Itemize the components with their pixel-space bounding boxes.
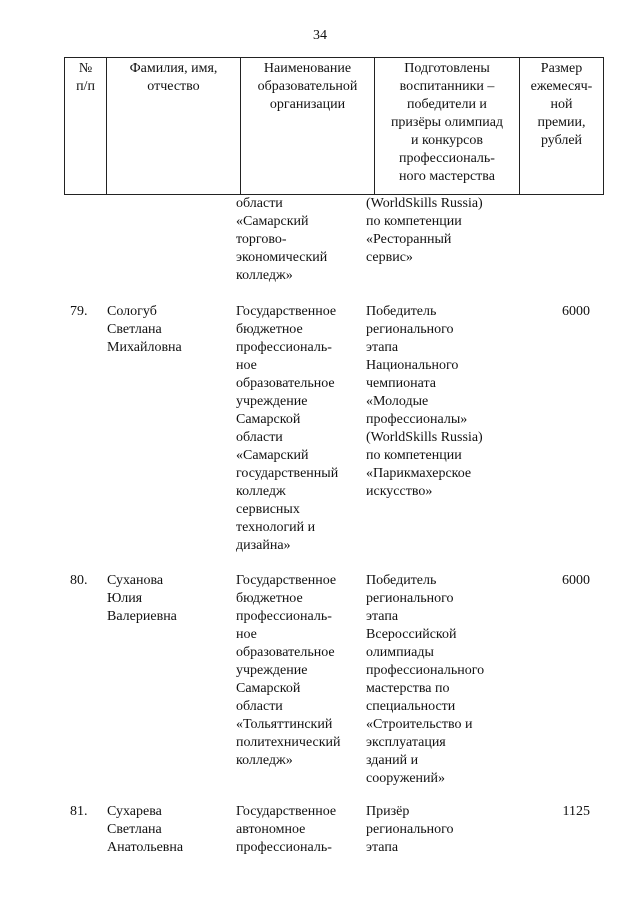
row-org: Государственное бюджетное профессиональ- ное образовательное учреждение Самарской области «Тольяттинский политехнический колледж» (236, 573, 341, 768)
row-name: Сухарева Светлана Анатольевна (107, 804, 184, 855)
header-num: № п/п (65, 58, 107, 195)
row-bonus: 6000 (562, 304, 590, 319)
row-org: Государственное автономное профессиональ- (236, 804, 337, 855)
row-name: Суханова Юлия Валериевна (107, 573, 177, 624)
header-bonus: Размер ежемесяч- ной премии, рублей (520, 58, 604, 195)
row-number: 80. (70, 573, 88, 588)
row-bonus: 1125 (562, 804, 590, 819)
row-bonus: 6000 (562, 573, 590, 588)
page-number: 34 (313, 28, 327, 43)
row-number: 81. (70, 804, 88, 819)
header-org: Наименование образовательной организации (241, 58, 375, 195)
continuation-org: области «Самарский торгово- экономический колледж» (236, 196, 328, 283)
header-name: Фамилия, имя, отчество (107, 58, 241, 195)
row-achievement: Призёр регионального этапа (366, 804, 454, 855)
row-name: Сологуб Светлана Михайловна (107, 304, 182, 355)
row-achievement: Победитель регионального этапа Всероссийской олимпиады профессионального мастерства по специальности «Строительство и эксплуатация зданий и сооружений» (366, 573, 485, 786)
header-achievement: Подготовлены воспитанники – победители и призёры олимпиад и конкурсов профессиональ- ного мастерства (375, 58, 520, 195)
table-header (64, 57, 604, 195)
row-org: Государственное бюджетное профессиональ- ное образовательное учреждение Самарской области «Самарский государственный колледж сервисных технологий и дизайна» (236, 304, 339, 553)
row-achievement: Победитель регионального этапа Национального чемпионата «Молодые профессионалы» (WorldSkills Russia) по компетенции «Парикмахерское искусство» (366, 304, 483, 499)
continuation-achievement: (WorldSkills Russia) по компетенции «Ресторанный сервис» (366, 196, 483, 265)
row-number: 79. (70, 304, 88, 319)
